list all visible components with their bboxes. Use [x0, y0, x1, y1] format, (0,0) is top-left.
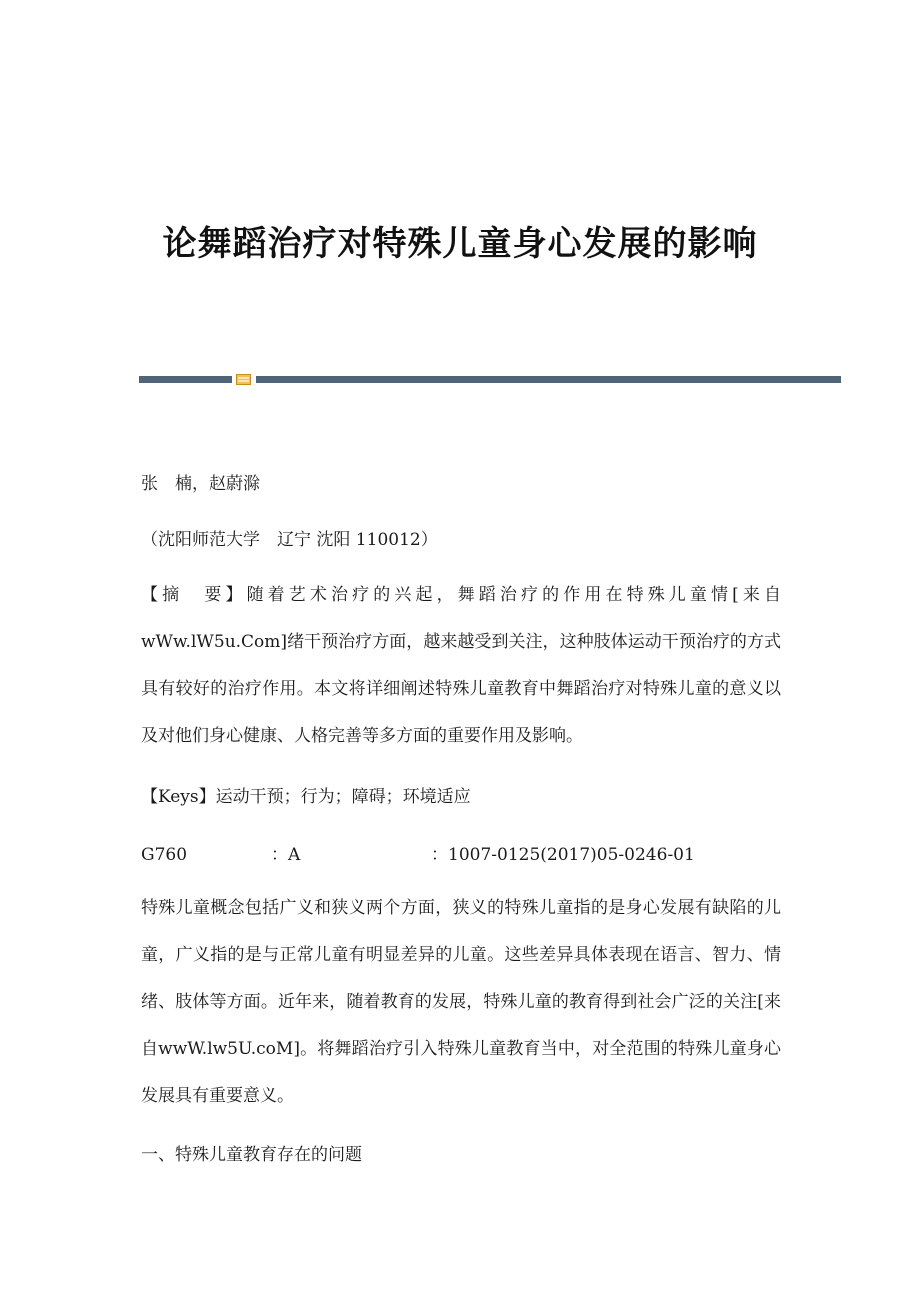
authors: 张 楠，赵蔚滁	[141, 474, 260, 494]
section-heading: 一、特殊儿童教育存在的问题	[141, 1145, 362, 1165]
keywords-label: 【Keys】	[141, 787, 216, 807]
folded-note-icon	[236, 374, 251, 385]
divider-left-bar	[139, 376, 232, 383]
divider-right-bar	[256, 376, 841, 383]
document-code: ：A	[271, 845, 301, 865]
abstract-text: 随着艺术治疗的兴起，舞蹈治疗的作用在特殊儿童情[来自wWw.lW5u.Com]绪干预治疗方面，越来越受到关注，这种肢体运动干预治疗的方式具有较好的治疗作用。本文将详细阐述特殊儿童教育中舞蹈治疗对特殊儿童的意义以及对他们身心健康、人格完善等多方面的重要作用及影响。	[141, 585, 781, 746]
affiliation: （沈阳师范大学 辽宁 沈阳 110012）	[141, 530, 438, 550]
clc-number: G760	[141, 845, 188, 865]
title-divider	[139, 374, 841, 384]
abstract-label: 【摘 要】	[141, 585, 247, 605]
keywords	[141, 785, 471, 809]
keywords-text: 运动干预；行为；障碍；环境适应	[215, 787, 471, 807]
article-id: ：1007-0125(2017)05-0246-01	[431, 845, 695, 865]
abstract	[141, 572, 781, 760]
body-paragraph: 特殊儿童概念包括广义和狭义两个方面，狭义的特殊儿童指的是身心发展有缺陷的儿童，广义指的是与正常儿童有明显差异的儿童。这些差异具体表现在语言、智力、情绪、肢体等方面。近年来，随着教育的发展，特殊儿童的教育得到社会广泛的关注[来自wwW.lw5U.coM]。将舞蹈治疗引入特殊儿童教育当中，对全范围的特殊儿童身心发展具有重要意义。	[141, 898, 781, 1106]
page-title: 论舞蹈治疗对特殊儿童身心发展的影响	[162, 224, 758, 264]
